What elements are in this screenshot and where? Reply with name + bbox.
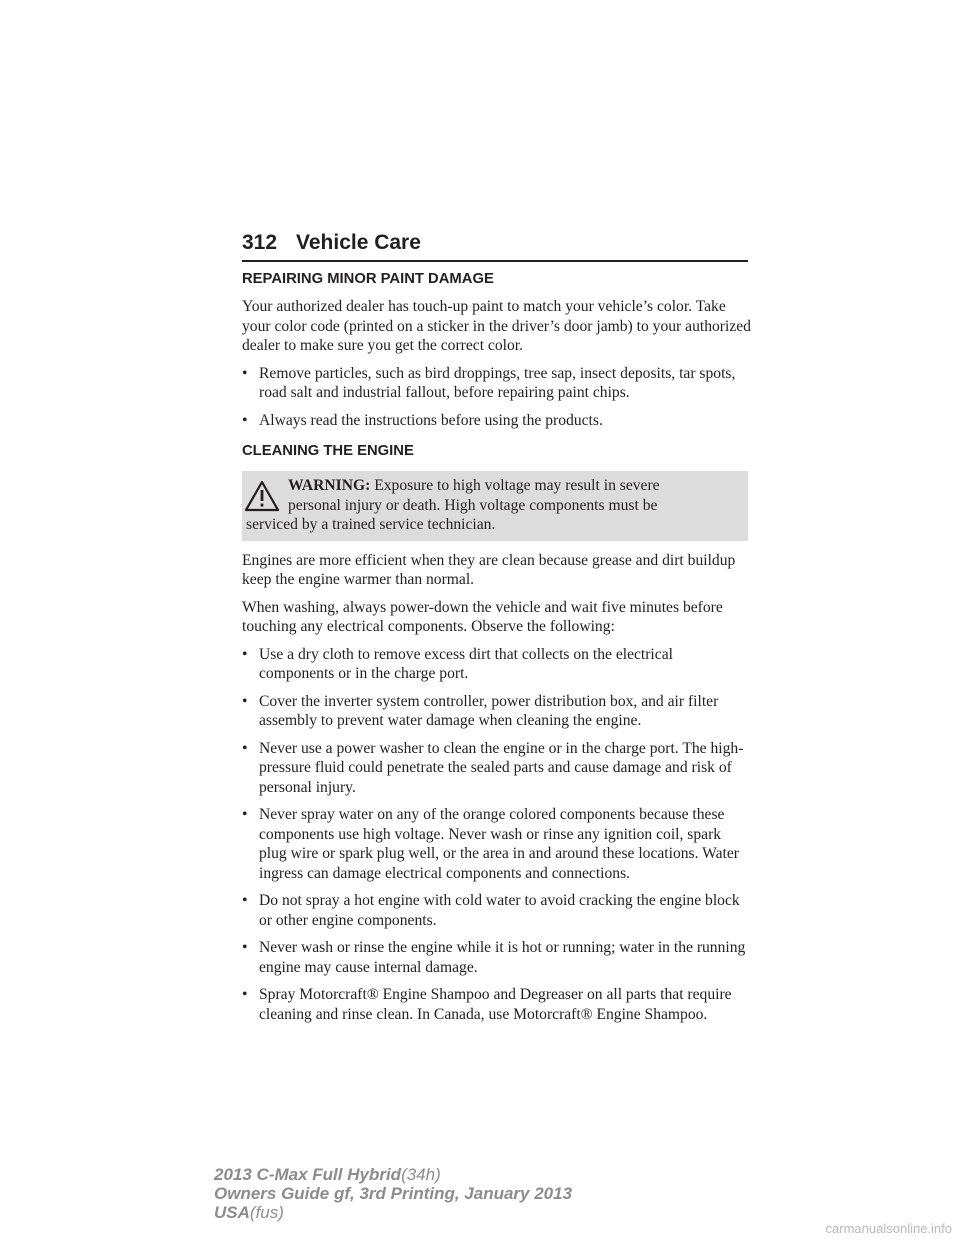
warning-text-line3: serviced by a trained service technician.: [246, 516, 496, 533]
bullet-icon: •: [242, 645, 248, 663]
bullet-icon: •: [242, 939, 248, 956]
bullet-icon: •: [242, 411, 248, 429]
footer-model-code: (34h): [401, 1165, 441, 1184]
footer-model: 2013 C-Max Full Hybrid: [214, 1165, 402, 1184]
page-content: [242, 270, 752, 1032]
page-header: [242, 230, 748, 262]
bullet-icon: •: [242, 806, 248, 823]
list-item: • Never wash or rinse the engine while it is hot or running; water in the running engine may cause internal damage.: [242, 939, 746, 976]
paint-damage-list: [242, 364, 752, 431]
warning-triangle-icon: [244, 480, 280, 512]
warning-label: WARNING:: [288, 477, 371, 494]
engine-cleaning-list: [242, 645, 752, 1025]
warning-text-line1: Exposure to high voltage may result in severe: [374, 477, 660, 494]
bullet-icon: •: [242, 692, 248, 710]
list-item: • Remove particles, such as bird droppings, tree sap, insect deposits, tar spots, road salt and industrial fallout, before repairing paint chips.: [242, 364, 736, 401]
footer-market: USA: [214, 1203, 250, 1222]
watermark[interactable]: carmanualsonline.info: [825, 1221, 952, 1236]
bullet-icon: •: [242, 739, 248, 757]
list-item: • Use a dry cloth to remove excess dirt that collects on the electrical components or in the charge port.: [242, 645, 673, 682]
paint-damage-paragraph: Your authorized dealer has touch-up paint to match your vehicle’s color. Take your color code (printed on a sticker in the driver’s door jamb) to your authorized dealer to make sure you get the correct color.: [242, 298, 751, 354]
list-item: • Spray Motorcraft® Engine Shampoo and Degreaser on all parts that require cleaning and rinse clean. In Canada, use Motorcraft® Engine Shampoo.: [242, 986, 732, 1023]
heading-cleaning-engine: CLEANING THE ENGINE: [242, 443, 414, 459]
section-title: Vehicle Care: [296, 231, 421, 254]
bullet-icon: •: [242, 364, 248, 382]
bullet-icon: •: [242, 892, 248, 909]
heading-paint-damage: REPAIRING MINOR PAINT DAMAGE: [242, 271, 494, 287]
bullet-icon: •: [242, 986, 248, 1003]
warning-text-line2: personal injury or death. High voltage components must be: [288, 496, 658, 514]
footer-printing: Owners Guide gf, 3rd Printing, January 2013: [214, 1184, 573, 1203]
engine-paragraph-1: Engines are more efficient when they are clean because grease and dirt buildup keep the engine warmer than normal.: [242, 551, 736, 588]
page-footer: [214, 1165, 572, 1222]
page-number: 312: [242, 231, 278, 254]
list-item: • Do not spray a hot engine with cold water to avoid cracking the engine block or other engine components.: [242, 892, 740, 929]
warning-box: [242, 471, 748, 541]
list-item: • Cover the inverter system controller, power distribution box, and air filter assembly to prevent water damage when cleaning the engine.: [242, 692, 719, 729]
list-item: • Always read the instructions before using the products.: [242, 411, 603, 429]
engine-paragraph-2: When washing, always power-down the vehicle and wait five minutes before touching any electrical components. Observe the following:: [242, 598, 723, 635]
footer-market-code: (fus): [249, 1203, 284, 1222]
list-item: • Never spray water on any of the orange colored components because these components use high voltage. Never wash or rinse any ignition coil, spark plug wire or spark plug well, or the area in and around these locations. Water ingress can damage electrical components and connections.: [242, 806, 739, 882]
list-item: • Never use a power washer to clean the engine or in the charge port. The high-pressure fluid could penetrate the sealed parts and cause damage and risk of personal injury.: [242, 739, 744, 796]
